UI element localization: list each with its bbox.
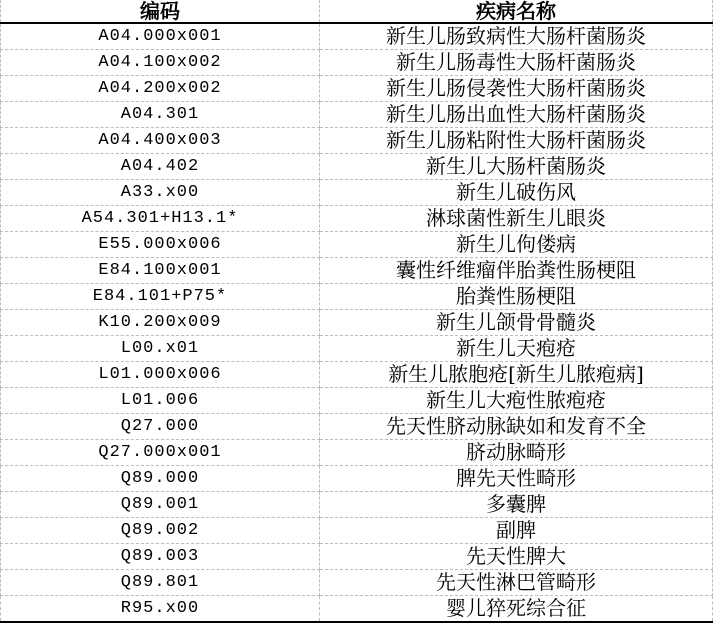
code-cell: Q89.003 (1, 544, 320, 570)
table-row (1, 76, 713, 102)
code-cell: E55.000x006 (1, 232, 320, 258)
disease-name-cell: 先天性脐动脉缺如和发育不全 (320, 414, 713, 440)
disease-name-cell: 先天性淋巴管畸形 (320, 570, 713, 596)
disease-name-cell: 脾先天性畸形 (320, 466, 713, 492)
code-cell: A54.301+H13.1* (1, 206, 320, 232)
table-row (1, 544, 713, 570)
code-cell: A04.100x002 (1, 50, 320, 76)
disease-name-cell: 副脾 (320, 518, 713, 544)
code-cell: A33.x00 (1, 180, 320, 206)
table-row (1, 50, 713, 76)
disease-name-cell: 婴儿猝死综合征 (320, 596, 713, 623)
code-cell: Q27.000 (1, 414, 320, 440)
table-row (1, 102, 713, 128)
table-row (1, 518, 713, 544)
code-cell: E84.100x001 (1, 258, 320, 284)
table-row (1, 206, 713, 232)
code-cell: A04.400x003 (1, 128, 320, 154)
table-body (1, 23, 713, 622)
disease-name-cell: 新生儿大疱性脓疱疮 (320, 388, 713, 414)
table-row (1, 232, 713, 258)
code-cell: L00.x01 (1, 336, 320, 362)
table-row (1, 310, 713, 336)
disease-name-cell: 新生儿肠出血性大肠杆菌肠炎 (320, 102, 713, 128)
disease-name-cell: 先天性脾大 (320, 544, 713, 570)
code-cell: Q89.801 (1, 570, 320, 596)
code-cell: A04.301 (1, 102, 320, 128)
disease-name-cell: 胎粪性肠梗阻 (320, 284, 713, 310)
table-row (1, 258, 713, 284)
column-header-code: 编码 (1, 0, 320, 23)
table-row (1, 284, 713, 310)
disease-name-cell: 新生儿颌骨骨髓炎 (320, 310, 713, 336)
code-cell: L01.000x006 (1, 362, 320, 388)
column-header-disease-name: 疾病名称 (320, 0, 713, 23)
code-cell: A04.000x001 (1, 23, 320, 50)
table-row (1, 154, 713, 180)
disease-name-cell: 新生儿大肠杆菌肠炎 (320, 154, 713, 180)
disease-name-cell: 淋球菌性新生儿眼炎 (320, 206, 713, 232)
code-cell: L01.006 (1, 388, 320, 414)
disease-name-cell: 新生儿肠粘附性大肠杆菌肠炎 (320, 128, 713, 154)
code-cell: K10.200x009 (1, 310, 320, 336)
disease-name-cell: 新生儿肠侵袭性大肠杆菌肠炎 (320, 76, 713, 102)
table-row (1, 414, 713, 440)
disease-name-cell: 多囊脾 (320, 492, 713, 518)
table-row (1, 180, 713, 206)
code-cell: A04.200x002 (1, 76, 320, 102)
table-row (1, 336, 713, 362)
table-row (1, 362, 713, 388)
code-cell: Q89.001 (1, 492, 320, 518)
code-cell: R95.x00 (1, 596, 320, 623)
table-row (1, 570, 713, 596)
table-row (1, 596, 713, 623)
disease-name-cell: 囊性纤维瘤伴胎粪性肠梗阻 (320, 258, 713, 284)
table-row (1, 440, 713, 466)
table-row (1, 466, 713, 492)
code-cell: Q89.002 (1, 518, 320, 544)
disease-name-cell: 新生儿脓胞疮[新生儿脓疱病] (320, 362, 713, 388)
disease-name-cell: 脐动脉畸形 (320, 440, 713, 466)
code-cell: Q27.000x001 (1, 440, 320, 466)
code-cell: A04.402 (1, 154, 320, 180)
disease-name-cell: 新生儿佝偻病 (320, 232, 713, 258)
disease-name-cell: 新生儿肠毒性大肠杆菌肠炎 (320, 50, 713, 76)
disease-name-cell: 新生儿天疱疮 (320, 336, 713, 362)
disease-name-cell: 新生儿肠致病性大肠杆菌肠炎 (320, 23, 713, 50)
disease-name-cell: 新生儿破伤风 (320, 180, 713, 206)
table-row (1, 492, 713, 518)
code-cell: E84.101+P75* (1, 284, 320, 310)
table-row (1, 23, 713, 50)
table-row (1, 388, 713, 414)
code-cell: Q89.000 (1, 466, 320, 492)
table-header-row (1, 0, 713, 23)
table-row (1, 128, 713, 154)
